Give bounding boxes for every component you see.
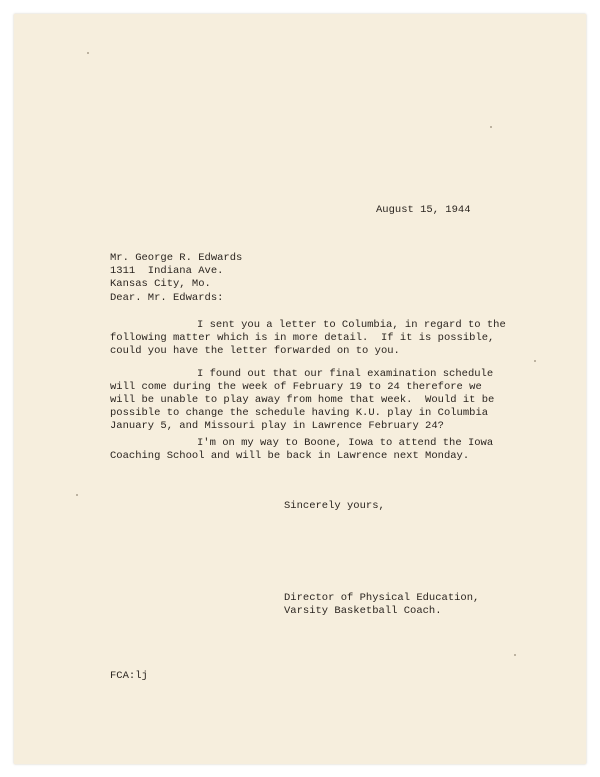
- paper-speck: [534, 360, 536, 362]
- paragraph-1-line-1: I sent you a letter to Columbia, in regard to the: [197, 319, 506, 331]
- signature-title-1: Director of Physical Education,: [284, 592, 480, 604]
- salutation: Dear. Mr. Edwards:: [110, 292, 224, 304]
- recipient-street: 1311 Indiana Ave.: [110, 265, 224, 277]
- letter-page: [14, 14, 586, 764]
- paragraph-3-line-2: Coaching School and will be back in Lawrence next Monday.: [110, 450, 470, 462]
- paragraph-2-line-5: January 5, and Missouri play in Lawrence February 24?: [110, 420, 444, 432]
- paragraph-1-line-2: following matter which is in more detail. If it is possible,: [110, 332, 495, 344]
- paragraph-2-line-4: possible to change the schedule having K.U. play in Columbia: [110, 407, 489, 419]
- signature-title-2: Varsity Basketball Coach.: [284, 605, 442, 617]
- paragraph-2-line-3: will be unable to play away from home that week. Would it be: [110, 394, 495, 406]
- paragraph-3-line-1: I'm on my way to Boone, Iowa to attend the Iowa: [197, 437, 494, 449]
- closing: Sincerely yours,: [284, 500, 385, 512]
- typist-initials: FCA:lj: [110, 670, 148, 682]
- paper-speck: [87, 52, 89, 54]
- recipient-city: Kansas City, Mo.: [110, 278, 211, 290]
- paper-speck: [490, 126, 492, 128]
- recipient-name: Mr. George R. Edwards: [110, 252, 243, 264]
- paragraph-2-line-1: I found out that our final examination schedule: [197, 368, 494, 380]
- paper-speck: [76, 494, 78, 496]
- paragraph-2-line-2: will come during the week of February 19 to 24 therefore we: [110, 381, 482, 393]
- letter-date: August 15, 1944: [376, 204, 471, 216]
- paragraph-1-line-3: could you have the letter forwarded on to you.: [110, 345, 400, 357]
- paper-speck: [514, 654, 516, 656]
